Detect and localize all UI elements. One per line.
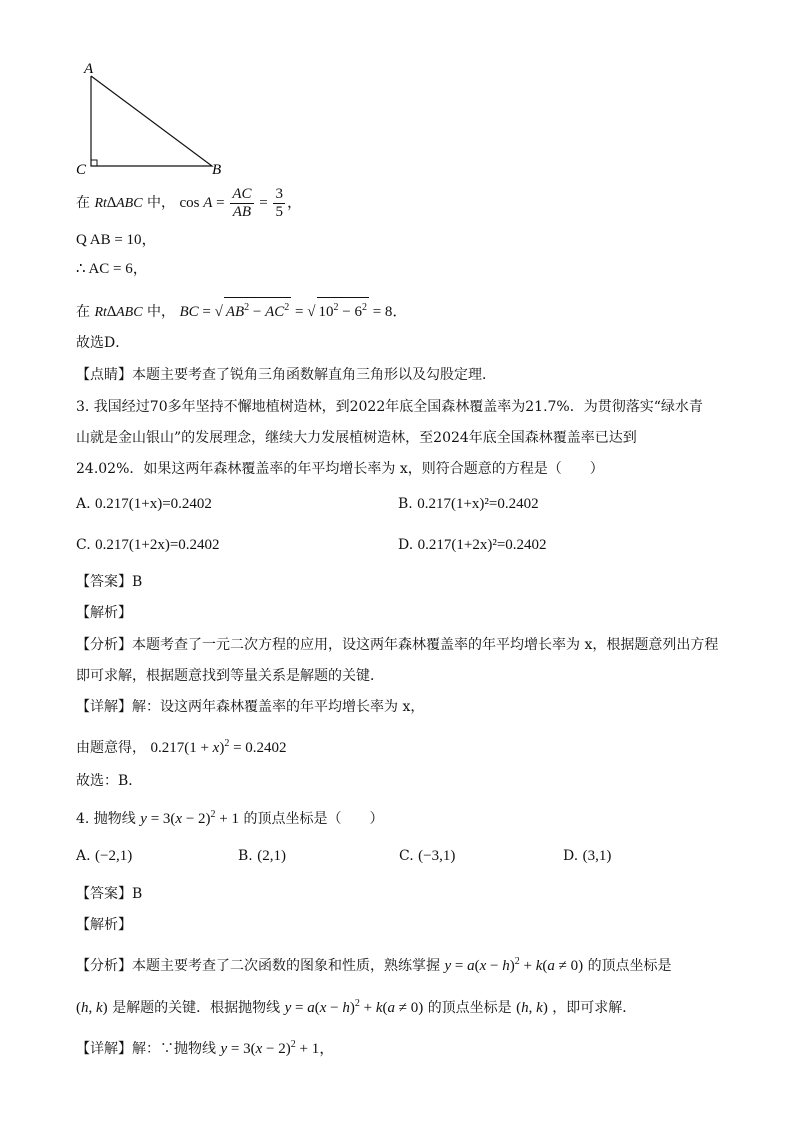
q4-option-b: B. (2,1) bbox=[238, 848, 286, 864]
q3-analysis-heading: 【解析】 bbox=[76, 605, 132, 621]
q4-analysis-line1: 【分析】本题主要考查了二次函数的图象和性质，熟练掌握 $y = a(x - h)^2 + k(a \ne 0)$ 的顶点坐标是 bbox=[76, 956, 672, 974]
q3-equation-line: 由题意得， $0.217(1 + x)^2 = 0.2402$ bbox=[76, 738, 287, 756]
q4-answer: 【答案】B bbox=[76, 886, 143, 902]
q4-option-a: A. (−2,1) bbox=[76, 848, 133, 864]
q3-analysis-line1: 【分析】本题考查了一元二次方程的应用，设这两年森林覆盖率的年平均增长率为 x，根据题意列出方程 bbox=[76, 637, 719, 653]
q4-option-d: D. (3,1) bbox=[563, 848, 612, 864]
q4-analysis-line2: (h, k) 是解题的关键．根据抛物线 $y = a(x - h)^2 + k(a \ne 0)$ 的顶点坐标是 (h, k) ，即可求解． bbox=[76, 998, 637, 1016]
q3-equation: $0.217(1 + x)^2 = 0.2402$ bbox=[150, 738, 287, 756]
pythagoras-formula: BC = √ $AB^2 - AC^2$ = √ $10^2 - 6^2 = 8$． bbox=[179, 304, 407, 320]
q4-analysis-heading: 【解析】 bbox=[76, 917, 132, 933]
q2-conclusion: 故选D． bbox=[76, 335, 130, 351]
right-triangle-figure bbox=[0, 0, 794, 180]
q3-analysis-line2: 即可求解，根据题意找到等量关系是解题的关键． bbox=[76, 668, 384, 684]
q4-detail: 【详解】解：∵抛物线 $y = 3(x - 2)^2 + 1$， bbox=[76, 1039, 335, 1057]
q4-option-c: C. (−3,1) bbox=[399, 848, 456, 864]
triangle-sides bbox=[91, 76, 212, 166]
q4-stem: 4. 抛物线 $y = 3(x - 2)^2 + 1$ 的顶点坐标是（ ） bbox=[76, 809, 384, 827]
q3-detail: 【详解】解：设这两年森林覆盖率的年平均增长率为 x， bbox=[76, 699, 425, 715]
bc-line: 在 Rt∆ABC 中， BC = √ $AB^2 - AC^2$ = √ $10^2 - 6^2 = 8$． bbox=[76, 297, 407, 323]
given-ab-line: Q AB = 10， bbox=[76, 232, 157, 248]
q3-stem-line2: 山就是金山银山”的发展理念，继续大力发展植树造林，至2024年底全国森林覆盖率已达到 bbox=[76, 430, 637, 446]
cos-formula: cos A = $\frac{AC}{AB}$ = $\frac{3}{5}$ ， bbox=[179, 186, 302, 220]
q3-conclusion: 故选：B． bbox=[76, 773, 143, 789]
q3-option-b: B. 0.217(1+x)²=0.2402 bbox=[398, 496, 539, 512]
right-angle-mark bbox=[91, 160, 97, 166]
vertex-a-label: A bbox=[84, 61, 94, 77]
q3-stem-line1: 3. 我国经过70多年坚持不懈地植树造林，到2022年底全国森林覆盖率为21.7%．为贯彻落实“绿水青 bbox=[76, 399, 703, 415]
ac-result-line: ∴ AC = 6， bbox=[76, 261, 148, 277]
q3-option-a: A. 0.217(1+x)=0.2402 bbox=[76, 496, 212, 512]
vertex-c-label: C bbox=[76, 162, 87, 178]
q2-comment: 【点睛】本题主要考查了锐角三角函数解直角三角形以及勾股定理． bbox=[76, 367, 496, 383]
rt-triangle-abc: Rt bbox=[94, 195, 107, 211]
q3-stem-line3: 24.02%．如果这两年森林覆盖率的年平均增长率为 x，则符合题意的方程是（ ） bbox=[76, 461, 604, 477]
q3-option-d: D. 0.217(1+2x)²=0.2402 bbox=[398, 537, 547, 553]
q4-parabola: $y = 3(x - 2)^2 + 1$ bbox=[140, 809, 240, 827]
q3-option-c: C. 0.217(1+2x)=0.2402 bbox=[76, 537, 220, 553]
q3-answer: 【答案】B bbox=[76, 574, 143, 590]
vertex-b-label: B bbox=[212, 162, 222, 178]
cos-line: 在 Rt∆ABC 中， cos A = $\frac{AC}{AB}$ = $\frac{3}{5}$ ， bbox=[76, 186, 302, 220]
